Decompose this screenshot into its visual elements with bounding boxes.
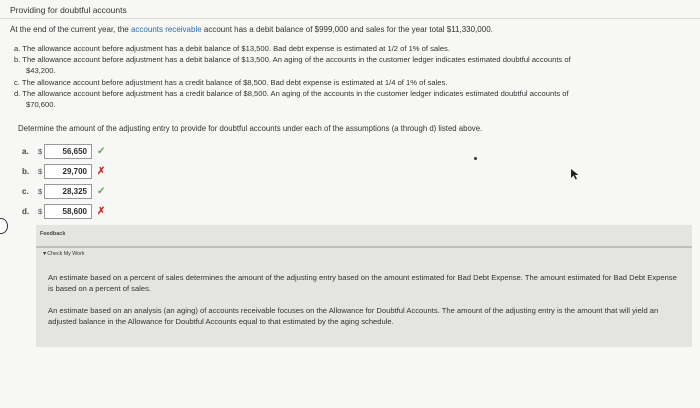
- x-icon: ✗: [97, 165, 106, 177]
- currency-symbol: $: [38, 206, 43, 216]
- x-icon: ✗: [97, 205, 106, 217]
- assumption-a: a. The allowance account before adjustment has a debit balance of $13,500. Bad debt expense is estimated at 1/2 of 1% of sales.: [14, 44, 450, 53]
- currency-symbol: $: [38, 146, 43, 156]
- answer-input-c[interactable]: 28,325: [44, 184, 92, 199]
- feedback-divider: [36, 246, 692, 248]
- title-divider: [0, 18, 700, 19]
- instructions: Determine the amount of the adjusting entry to provide for doubtful accounts under each of the assumptions (a through d) listed above.: [18, 124, 483, 133]
- stray-dot: [474, 157, 477, 160]
- nav-arrow-icon[interactable]: [0, 218, 8, 234]
- currency-symbol: $: [38, 186, 43, 196]
- answer-row-d: [22, 201, 105, 221]
- page-title: Providing for doubtful accounts: [10, 5, 127, 15]
- assumption-c: c. The allowance account before adjustment has a credit balance of $8,500. Bad debt expense is estimated at 1/4 of 1% of sales.: [14, 77, 448, 87]
- feedback-label: Feedback: [40, 231, 66, 237]
- intro-text-start: At the end of the current year, the: [10, 25, 131, 34]
- assumptions-list: [14, 43, 694, 110]
- answer-letter: c.: [22, 186, 29, 196]
- assumption-b-cont: $43,200.: [26, 66, 56, 76]
- currency-symbol: $: [38, 166, 43, 176]
- assumption-d-cont: $70,600.: [26, 100, 56, 110]
- check-my-work-toggle[interactable]: ▼Check My Work: [42, 251, 85, 257]
- assumption-b: b. The allowance account before adjustment has a debit balance of $13,500. An aging of the accounts in the customer ledger indicates estimated doubtful accounts of: [14, 55, 571, 65]
- feedback-paragraph-2: An estimate based on an analysis (an aging) of accounts receivable focuses on the Allowance for Doubtful Accounts. The amount of the adjusting entry is the amount that will yield an adjusted balance in the Allowance for Doubtful Accounts equal to that estimated by the aging schedule.: [48, 306, 659, 326]
- answer-list: [22, 141, 105, 221]
- assumption-d: d. The allowance account before adjustment has a credit balance of $8,500. An aging of the accounts in the customer ledger indicates estimated doubtful accounts of: [14, 88, 569, 98]
- answer-row-c: [22, 181, 105, 201]
- check-icon: ✓: [97, 145, 106, 157]
- answer-letter: b.: [22, 166, 30, 176]
- answer-row-b: [22, 161, 105, 181]
- feedback-panel: [36, 225, 692, 347]
- answer-input-b[interactable]: 29,700: [44, 164, 92, 179]
- intro-text-end: account has a debit balance of $999,000 and sales for the year total $11,330,000.: [201, 25, 493, 34]
- answer-input-a[interactable]: 56,650: [44, 144, 92, 159]
- answer-letter: d.: [22, 206, 30, 216]
- problem-intro: [10, 25, 493, 34]
- answer-letter: a.: [22, 146, 29, 156]
- answer-row-a: [22, 141, 105, 161]
- answer-input-d[interactable]: 58,600: [44, 204, 92, 219]
- cursor-icon: [570, 168, 580, 180]
- check-icon: ✓: [97, 185, 106, 197]
- accounts-receivable-link[interactable]: accounts receivable: [130, 25, 202, 34]
- feedback-paragraph-1: An estimate based on a percent of sales determines the amount of the adjusting entry based on the amount estimated for Bad Debt Expense. The amount estimated for Bad Debt Expense is based on a percent of sales.: [48, 273, 677, 293]
